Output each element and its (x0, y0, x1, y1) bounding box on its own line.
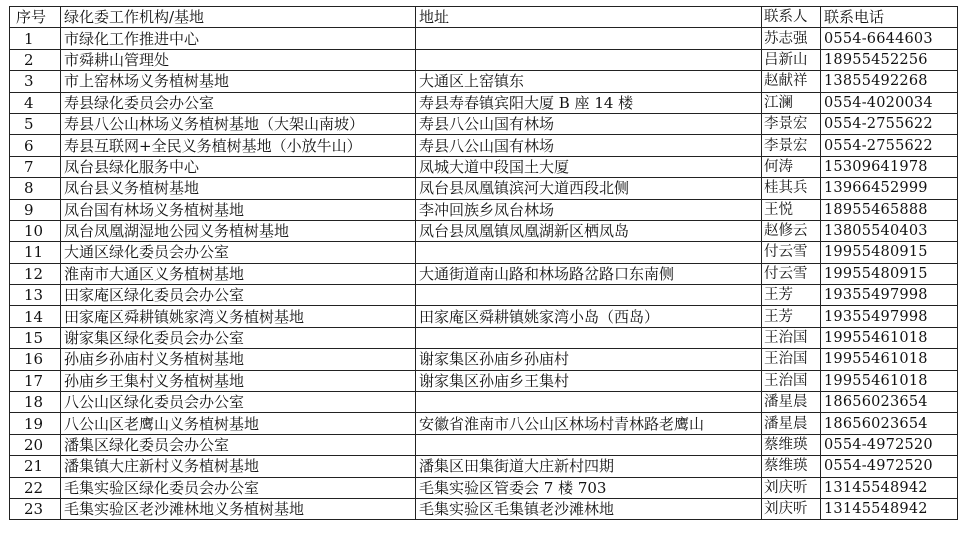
organization-cell: 田家庵区舜耕镇姚家湾义务植树基地 (61, 306, 416, 327)
table-row (10, 199, 958, 220)
table-row (10, 156, 958, 177)
organization-cell: 八公山区老鹰山义务植树基地 (61, 413, 416, 434)
phone-cell: 0554-4020034 (821, 92, 958, 113)
phone-cell: 13805540403 (821, 220, 958, 241)
phone-cell: 19955480915 (821, 263, 958, 284)
contact-cell: 王治国 (762, 327, 821, 348)
organization-cell: 凤台凤凰湖湿地公园义务植树基地 (61, 220, 416, 241)
organization-cell: 寿县八公山林场义务植树基地（大架山南坡） (61, 113, 416, 134)
address-cell (416, 285, 762, 306)
index-cell: 6 (10, 135, 61, 156)
contact-cell: 付云雪 (762, 263, 821, 284)
index-cell: 15 (10, 327, 61, 348)
contact-cell: 赵修云 (762, 220, 821, 241)
table-row (10, 220, 958, 241)
address-cell: 凤城大道中段国土大厦 (416, 156, 762, 177)
index-cell: 21 (10, 456, 61, 477)
phone-cell: 19955461018 (821, 370, 958, 391)
table-row (10, 28, 958, 49)
index-cell: 8 (10, 178, 61, 199)
index-cell: 5 (10, 113, 61, 134)
table-row (10, 135, 958, 156)
address-cell (416, 49, 762, 70)
organization-cell: 市上窑林场义务植树基地 (61, 71, 416, 92)
phone-cell: 0554-2755622 (821, 135, 958, 156)
organization-cell: 田家庵区绿化委员会办公室 (61, 285, 416, 306)
contact-cell: 王芳 (762, 285, 821, 306)
header-contact: 联系人 (762, 7, 821, 28)
index-cell: 13 (10, 285, 61, 306)
address-cell (416, 434, 762, 455)
phone-cell: 13855492268 (821, 71, 958, 92)
planting-base-table (9, 6, 958, 520)
contact-cell: 吕新山 (762, 49, 821, 70)
address-cell: 大通区上窑镇东 (416, 71, 762, 92)
table-row (10, 370, 958, 391)
organization-cell: 市舜耕山管理处 (61, 49, 416, 70)
index-cell: 4 (10, 92, 61, 113)
contact-cell: 赵献祥 (762, 71, 821, 92)
phone-cell: 13966452999 (821, 178, 958, 199)
index-cell: 18 (10, 392, 61, 413)
organization-cell: 八公山区绿化委员会办公室 (61, 392, 416, 413)
phone-cell: 0554-2755622 (821, 113, 958, 134)
table-row (10, 49, 958, 70)
table-row (10, 71, 958, 92)
phone-cell: 19955461018 (821, 349, 958, 370)
table-row (10, 477, 958, 498)
organization-cell: 寿县互联网+全民义务植树基地（小放牛山） (61, 135, 416, 156)
contact-cell: 王治国 (762, 370, 821, 391)
address-cell: 谢家集区孙庙乡王集村 (416, 370, 762, 391)
address-cell (416, 327, 762, 348)
contact-cell: 蔡维瑛 (762, 434, 821, 455)
table-row (10, 242, 958, 263)
index-cell: 10 (10, 220, 61, 241)
address-cell: 凤台县凤凰镇滨河大道西段北侧 (416, 178, 762, 199)
phone-cell: 19955480915 (821, 242, 958, 263)
contact-cell: 王悦 (762, 199, 821, 220)
phone-cell: 13145548942 (821, 477, 958, 498)
table-header-row (10, 7, 958, 28)
organization-cell: 凤台县绿化服务中心 (61, 156, 416, 177)
address-cell: 大通街道南山路和林场路岔路口东南侧 (416, 263, 762, 284)
contact-cell: 刘庆听 (762, 477, 821, 498)
phone-cell: 0554-4972520 (821, 456, 958, 477)
organization-cell: 凤台县义务植树基地 (61, 178, 416, 199)
index-cell: 20 (10, 434, 61, 455)
index-cell: 9 (10, 199, 61, 220)
phone-cell: 18955452256 (821, 49, 958, 70)
contact-cell: 蔡维瑛 (762, 456, 821, 477)
organization-cell: 毛集实验区老沙滩林地义务植树基地 (61, 498, 416, 519)
address-cell: 寿县寿春镇宾阳大厦 B 座 14 楼 (416, 92, 762, 113)
phone-cell: 18656023654 (821, 392, 958, 413)
organization-cell: 市绿化工作推进中心 (61, 28, 416, 49)
address-cell: 寿县八公山国有林场 (416, 113, 762, 134)
contact-cell: 潘星晨 (762, 392, 821, 413)
organization-cell: 淮南市大通区义务植树基地 (61, 263, 416, 284)
phone-cell: 15309641978 (821, 156, 958, 177)
address-cell: 安徽省淮南市八公山区林场村青林路老鹰山 (416, 413, 762, 434)
organization-cell: 孙庙乡王集村义务植树基地 (61, 370, 416, 391)
address-cell: 谢家集区孙庙乡孙庙村 (416, 349, 762, 370)
contact-cell: 何涛 (762, 156, 821, 177)
contact-cell: 江澜 (762, 92, 821, 113)
index-cell: 1 (10, 28, 61, 49)
organization-cell: 潘集区绿化委员会办公室 (61, 434, 416, 455)
header-organization: 绿化委工作机构/基地 (61, 7, 416, 28)
header-address: 地址 (416, 7, 762, 28)
table-row (10, 92, 958, 113)
phone-cell: 0554-4972520 (821, 434, 958, 455)
address-cell (416, 392, 762, 413)
phone-cell: 18656023654 (821, 413, 958, 434)
organization-cell: 毛集实验区绿化委员会办公室 (61, 477, 416, 498)
contact-cell: 桂其兵 (762, 178, 821, 199)
header-index: 序号 (10, 7, 61, 28)
contact-cell: 潘星晨 (762, 413, 821, 434)
contact-cell: 李景宏 (762, 113, 821, 134)
index-cell: 14 (10, 306, 61, 327)
index-cell: 19 (10, 413, 61, 434)
table-row (10, 413, 958, 434)
index-cell: 23 (10, 498, 61, 519)
organization-cell: 凤台国有林场义务植树基地 (61, 199, 416, 220)
index-cell: 22 (10, 477, 61, 498)
index-cell: 17 (10, 370, 61, 391)
table-row (10, 263, 958, 284)
table-row (10, 498, 958, 519)
table-row (10, 178, 958, 199)
table-row (10, 349, 958, 370)
address-cell: 李冲回族乡凤台林场 (416, 199, 762, 220)
table-row (10, 306, 958, 327)
address-cell: 凤台县凤凰镇凤凰湖新区栖凤岛 (416, 220, 762, 241)
phone-cell: 19355497998 (821, 306, 958, 327)
phone-cell: 19955461018 (821, 327, 958, 348)
address-cell (416, 242, 762, 263)
organization-cell: 潘集镇大庄新村义务植树基地 (61, 456, 416, 477)
index-cell: 12 (10, 263, 61, 284)
phone-cell: 18955465888 (821, 199, 958, 220)
table-body (10, 28, 958, 520)
phone-cell: 0554-6644603 (821, 28, 958, 49)
address-cell: 田家庵区舜耕镇姚家湾小岛（西岛） (416, 306, 762, 327)
organization-cell: 寿县绿化委员会办公室 (61, 92, 416, 113)
address-cell: 毛集实验区毛集镇老沙滩林地 (416, 498, 762, 519)
header-phone: 联系电话 (821, 7, 958, 28)
contact-cell: 王芳 (762, 306, 821, 327)
index-cell: 16 (10, 349, 61, 370)
organization-cell: 谢家集区绿化委员会办公室 (61, 327, 416, 348)
contact-cell: 刘庆听 (762, 498, 821, 519)
index-cell: 11 (10, 242, 61, 263)
index-cell: 7 (10, 156, 61, 177)
address-cell (416, 28, 762, 49)
table-row (10, 327, 958, 348)
phone-cell: 13145548942 (821, 498, 958, 519)
contact-cell: 付云雪 (762, 242, 821, 263)
organization-cell: 孙庙乡孙庙村义务植树基地 (61, 349, 416, 370)
index-cell: 2 (10, 49, 61, 70)
table-row (10, 434, 958, 455)
phone-cell: 19355497998 (821, 285, 958, 306)
index-cell: 3 (10, 71, 61, 92)
address-cell: 寿县八公山国有林场 (416, 135, 762, 156)
address-cell: 潘集区田集街道大庄新村四期 (416, 456, 762, 477)
table-row (10, 456, 958, 477)
organization-cell: 大通区绿化委员会办公室 (61, 242, 416, 263)
table-row (10, 285, 958, 306)
planting-base-table-container (9, 6, 958, 520)
contact-cell: 李景宏 (762, 135, 821, 156)
contact-cell: 苏志强 (762, 28, 821, 49)
table-row (10, 392, 958, 413)
table-row (10, 113, 958, 134)
address-cell: 毛集实验区管委会 7 楼 703 (416, 477, 762, 498)
contact-cell: 王治国 (762, 349, 821, 370)
